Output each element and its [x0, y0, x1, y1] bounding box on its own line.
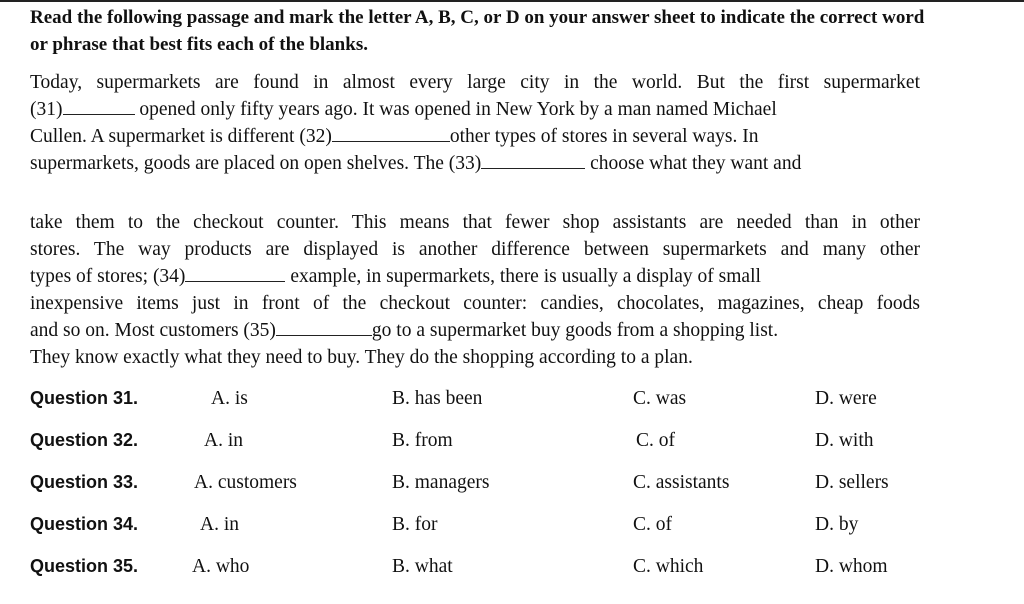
passage-text: types of stores; (34): [30, 266, 186, 287]
question-label: Question 32.: [30, 430, 139, 450]
passage-line-4: [30, 150, 920, 177]
option-c[interactable]: C. which: [633, 556, 704, 577]
option-b[interactable]: B. for: [392, 514, 438, 535]
option-c[interactable]: C. was: [633, 388, 687, 409]
option-b[interactable]: B. has been: [392, 388, 483, 409]
blank-35: [276, 319, 372, 336]
question-label: Question 33.: [30, 472, 139, 492]
blank-34: [185, 265, 285, 282]
option-b[interactable]: B. what: [392, 556, 453, 577]
passage-line-9: [30, 317, 920, 344]
option-d[interactable]: D. were: [815, 388, 877, 409]
option-a[interactable]: A. is: [211, 388, 248, 409]
option-a[interactable]: A. in: [200, 514, 239, 535]
option-a[interactable]: A. who: [192, 556, 250, 577]
passage-text: choose what they want and: [590, 153, 802, 174]
option-a[interactable]: A. in: [204, 430, 243, 451]
passage-text: Cullen. A supermarket is different (32): [30, 126, 332, 147]
question-label: Question 35.: [30, 556, 139, 576]
passage-line-3: [30, 123, 920, 150]
passage-text: opened only fifty years ago. It was opened in New York by a man named Michael: [139, 99, 777, 120]
passage-line-1: Today, supermarkets are found in almost every large city in the world. But the first supermarket: [30, 72, 920, 93]
option-d[interactable]: D. sellers: [815, 472, 889, 493]
blank-31: [63, 98, 135, 115]
passage-text: example, in supermarkets, there is usually a display of small: [290, 266, 761, 287]
option-d[interactable]: D. with: [815, 430, 874, 451]
passage-line-7: [30, 263, 920, 290]
option-a[interactable]: A. customers: [194, 472, 297, 493]
passage-line-5: take them to the checkout counter. This means that fewer shop assistants are needed than in other: [30, 212, 920, 233]
top-rule: [0, 0, 1024, 2]
option-c[interactable]: C. assistants: [633, 472, 730, 493]
option-b[interactable]: B. managers: [392, 472, 490, 493]
passage-text: supermarkets, goods are placed on open shelves. The (33): [30, 153, 482, 174]
blank-33: [481, 152, 585, 169]
option-b[interactable]: B. from: [392, 430, 453, 451]
passage-line-2: [30, 96, 920, 123]
option-c[interactable]: C. of: [636, 430, 675, 451]
question-label: Question 31.: [30, 388, 139, 408]
blank-32: [332, 125, 450, 142]
option-d[interactable]: D. whom: [815, 556, 888, 577]
passage-line-6: stores. The way products are displayed is another difference between supermarkets and many other: [30, 239, 920, 260]
passage-line-8: inexpensive items just in front of the checkout counter: candies, chocolates, magazines, cheap foods: [30, 293, 920, 314]
passage-line-10: They know exactly what they need to buy. They do the shopping according to a plan.: [30, 347, 693, 368]
instructions: Read the following passage and mark the letter A, B, C, or D on your answer sheet to indicate the correct word or phrase that best fits each of the blanks.: [30, 7, 925, 55]
option-c[interactable]: C. of: [633, 514, 672, 535]
blank-31-number: (31): [30, 99, 63, 120]
passage-text: other types of stores in several ways. In: [449, 126, 759, 147]
passage-text: and so on. Most customers (35): [30, 320, 276, 341]
option-d[interactable]: D. by: [815, 514, 859, 535]
passage-text: go to a supermarket buy goods from a shopping list.: [371, 320, 779, 341]
question-label: Question 34.: [30, 514, 139, 534]
